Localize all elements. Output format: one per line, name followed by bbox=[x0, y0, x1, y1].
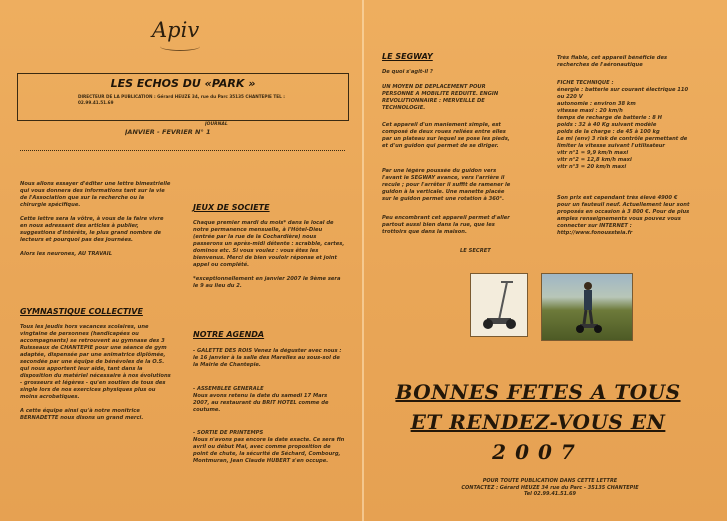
jeux-text: Chaque premier mardi du mois* dans le local de notre permanence mensuelle, à l'Hôtel-Dieu (entrée par la rue de la Cochardière) nous passerons un après-midi détente : scrabble, cartes, dominos etc. Si vous voulez : vous êtes les bienvenus. Merci de bien vouloir réponse et joint appel ou complété. *exceptionnellement en janvier 2007 le 9ème sera le 9 au lieu du 2. bbox=[193, 220, 345, 289]
closing-line-2: ET RENDEZ-VOUS EN bbox=[410, 410, 666, 434]
agenda-heading: NOTRE AGENDA bbox=[193, 330, 265, 339]
issue-number: JANVIER - FEVRIER N° 1 bbox=[125, 128, 211, 136]
segway-product-photo bbox=[470, 273, 528, 337]
intro-text: Nous allons essayer d'éditer une lettre bimestrielle qui vous donnera des informations tant sur la vie de l'Association que sur la recherche ou la chirurgie spécifique. Cette lettre sera la vôtre, à vous de la faire vivre en nous adressant des articles à publier, suggestions d'intérêts, le plus grand nombre de lecteurs et pourquoi pas des journées. Alors les neurones, AU TRAVAIL bbox=[20, 181, 171, 257]
jeux-heading: JEUX DE SOCIETE bbox=[193, 203, 270, 212]
segway-para-1: Cet appareil d'un maniement simple, est composé de deux roues reliées entre elles par un plateau sur lequel se pose les pieds, et d'un guidon qui permet de se diriger. bbox=[382, 122, 510, 149]
fold-line bbox=[362, 0, 364, 521]
contact-footer: POUR TOUTE PUBLICATION DANS CETTE LETTRE CONTACTEZ : Gérard HEUZE 34 rue du Parc - 35135 CHANTEPIE Tel 02.99.41.51.69 bbox=[461, 478, 639, 497]
agenda-galette: - GALETTE DES ROIS Venez la déguster avec nous : le 16 janvier à la salle des Marelles au sous-sol de la Mairie de Chantepie. bbox=[193, 348, 342, 368]
segway-rider-photo bbox=[541, 273, 633, 341]
logo-swoosh bbox=[160, 42, 200, 51]
apiv-logo: Apiv bbox=[152, 18, 200, 42]
gym-text: Tous les jeudis hors vacances scolaires, une vingtaine de personnes (handicapées ou accompagnants) se retrouvent au gymnase des 3 Ruisseaux de CHANTEPIE pour une séance de gym adaptée, dispensée par une animatrice diplômée, secondée par une équipe de bénévoles de la O.S. qui nous apportent leur aide, tant dans la disposition du matériel nécessaire à nos évolutions - grosseurs et légères - qu'en soutien de tous des single lors de nos exercices physiques plus ou moins acrobatiques. A cette équipe ainsi qu'à notre monitrice BERNADETTE nous disons un grand merci. bbox=[20, 324, 171, 421]
masthead-box bbox=[17, 73, 349, 121]
segway-heading: LE SEGWAY bbox=[382, 52, 433, 61]
segway-para-3: Peu encombrant cet appareil permet d'aller partout aussi bien dans la rue, que les trottoirs que dans la maison. bbox=[382, 215, 510, 235]
agenda-sortie: - SORTIE DE PRINTEMPS Nous n'avons pas encore la date exacte. Ce sera fin avril ou début Mai, avec comme proposition de point de chute, la sécurité de Séchard, Combourg, Montmuran, Jean Claude HUBERT s'en occupe. bbox=[193, 430, 345, 464]
agenda-assemblee: - ASSEMBLEE GENERALE Nous avons retenu la date du samedi 17 Mars 2007, au restaurant du BRIT HOTEL comme de coutume. bbox=[193, 386, 329, 413]
segway-question: De quoi s'agit-il ? bbox=[382, 69, 433, 75]
segway-para-2: Par une légère poussée du guidon vers l'avant le SEGWAY avance, vers l'arrière il recule ; pour l'arrêter il suffit de ramener le guidon à la verticale. Une manette placée sur le guidon permet une rotation à 360°. bbox=[382, 168, 511, 202]
segway-icon bbox=[471, 274, 527, 336]
segway-tech-sheet: FICHE TECHNIQUE : énergie : batterie sur courant électrique 110 ou 220 V autonomie : environ 38 km vitesse maxi : 20 km/h temps de recharge de batterie : 8 H poids : 32 à 40 Kg suivant modèle poids de la charge : de 45 à 100 kg Le mi (env) 3 risk de contrôle permettant de limiter la vitesse suivant l'utilisateur vitr n°1 = 9,9 km/h maxi vitr n°2 = 12,8 km/h maxi vitr n°3 = 20 km/h maxi bbox=[557, 80, 689, 170]
rider-icon bbox=[542, 274, 632, 340]
publication-director: DIRECTEUR DE LA PUBLICATION : Gérard HEUZE 34, rue du Parc 35135 CHANTEPIE TEL : 02.99.41.51.69 bbox=[78, 94, 285, 105]
issue-label: JOURNAL bbox=[205, 122, 228, 127]
segway-lead: UN MOYEN DE DEPLACEMENT POUR PERSONNE A MOBILITE REDUITE. ENGIN REVOLUTIONNAIRE : MERVEILLE DE TECHNOLOGIE. bbox=[382, 84, 499, 111]
closing-year: 2007 bbox=[492, 440, 584, 464]
divider bbox=[20, 150, 345, 151]
closing-line-1: BONNES FETES A TOUS bbox=[395, 380, 681, 404]
gym-heading: GYMNASTIQUE COLLECTIVE bbox=[20, 307, 143, 316]
segway-price: Son prix est cependant très élevé 4900 € pour un fauteuil neuf. Actuellement leur sont proposés en occasion à 3 800 €. Pour de plus amples renseignements vous pouvez vous connecter sur INTERNET : http://www.fonoussteia.fr bbox=[557, 195, 690, 236]
newsletter-title: LES ECHOS DU «PARK » bbox=[110, 77, 256, 90]
segway-signature: LE SECRET bbox=[460, 248, 491, 254]
segway-intro-right: Très fiable, cet appareil bénéficie des recherches de l'aéronautique bbox=[557, 55, 668, 68]
